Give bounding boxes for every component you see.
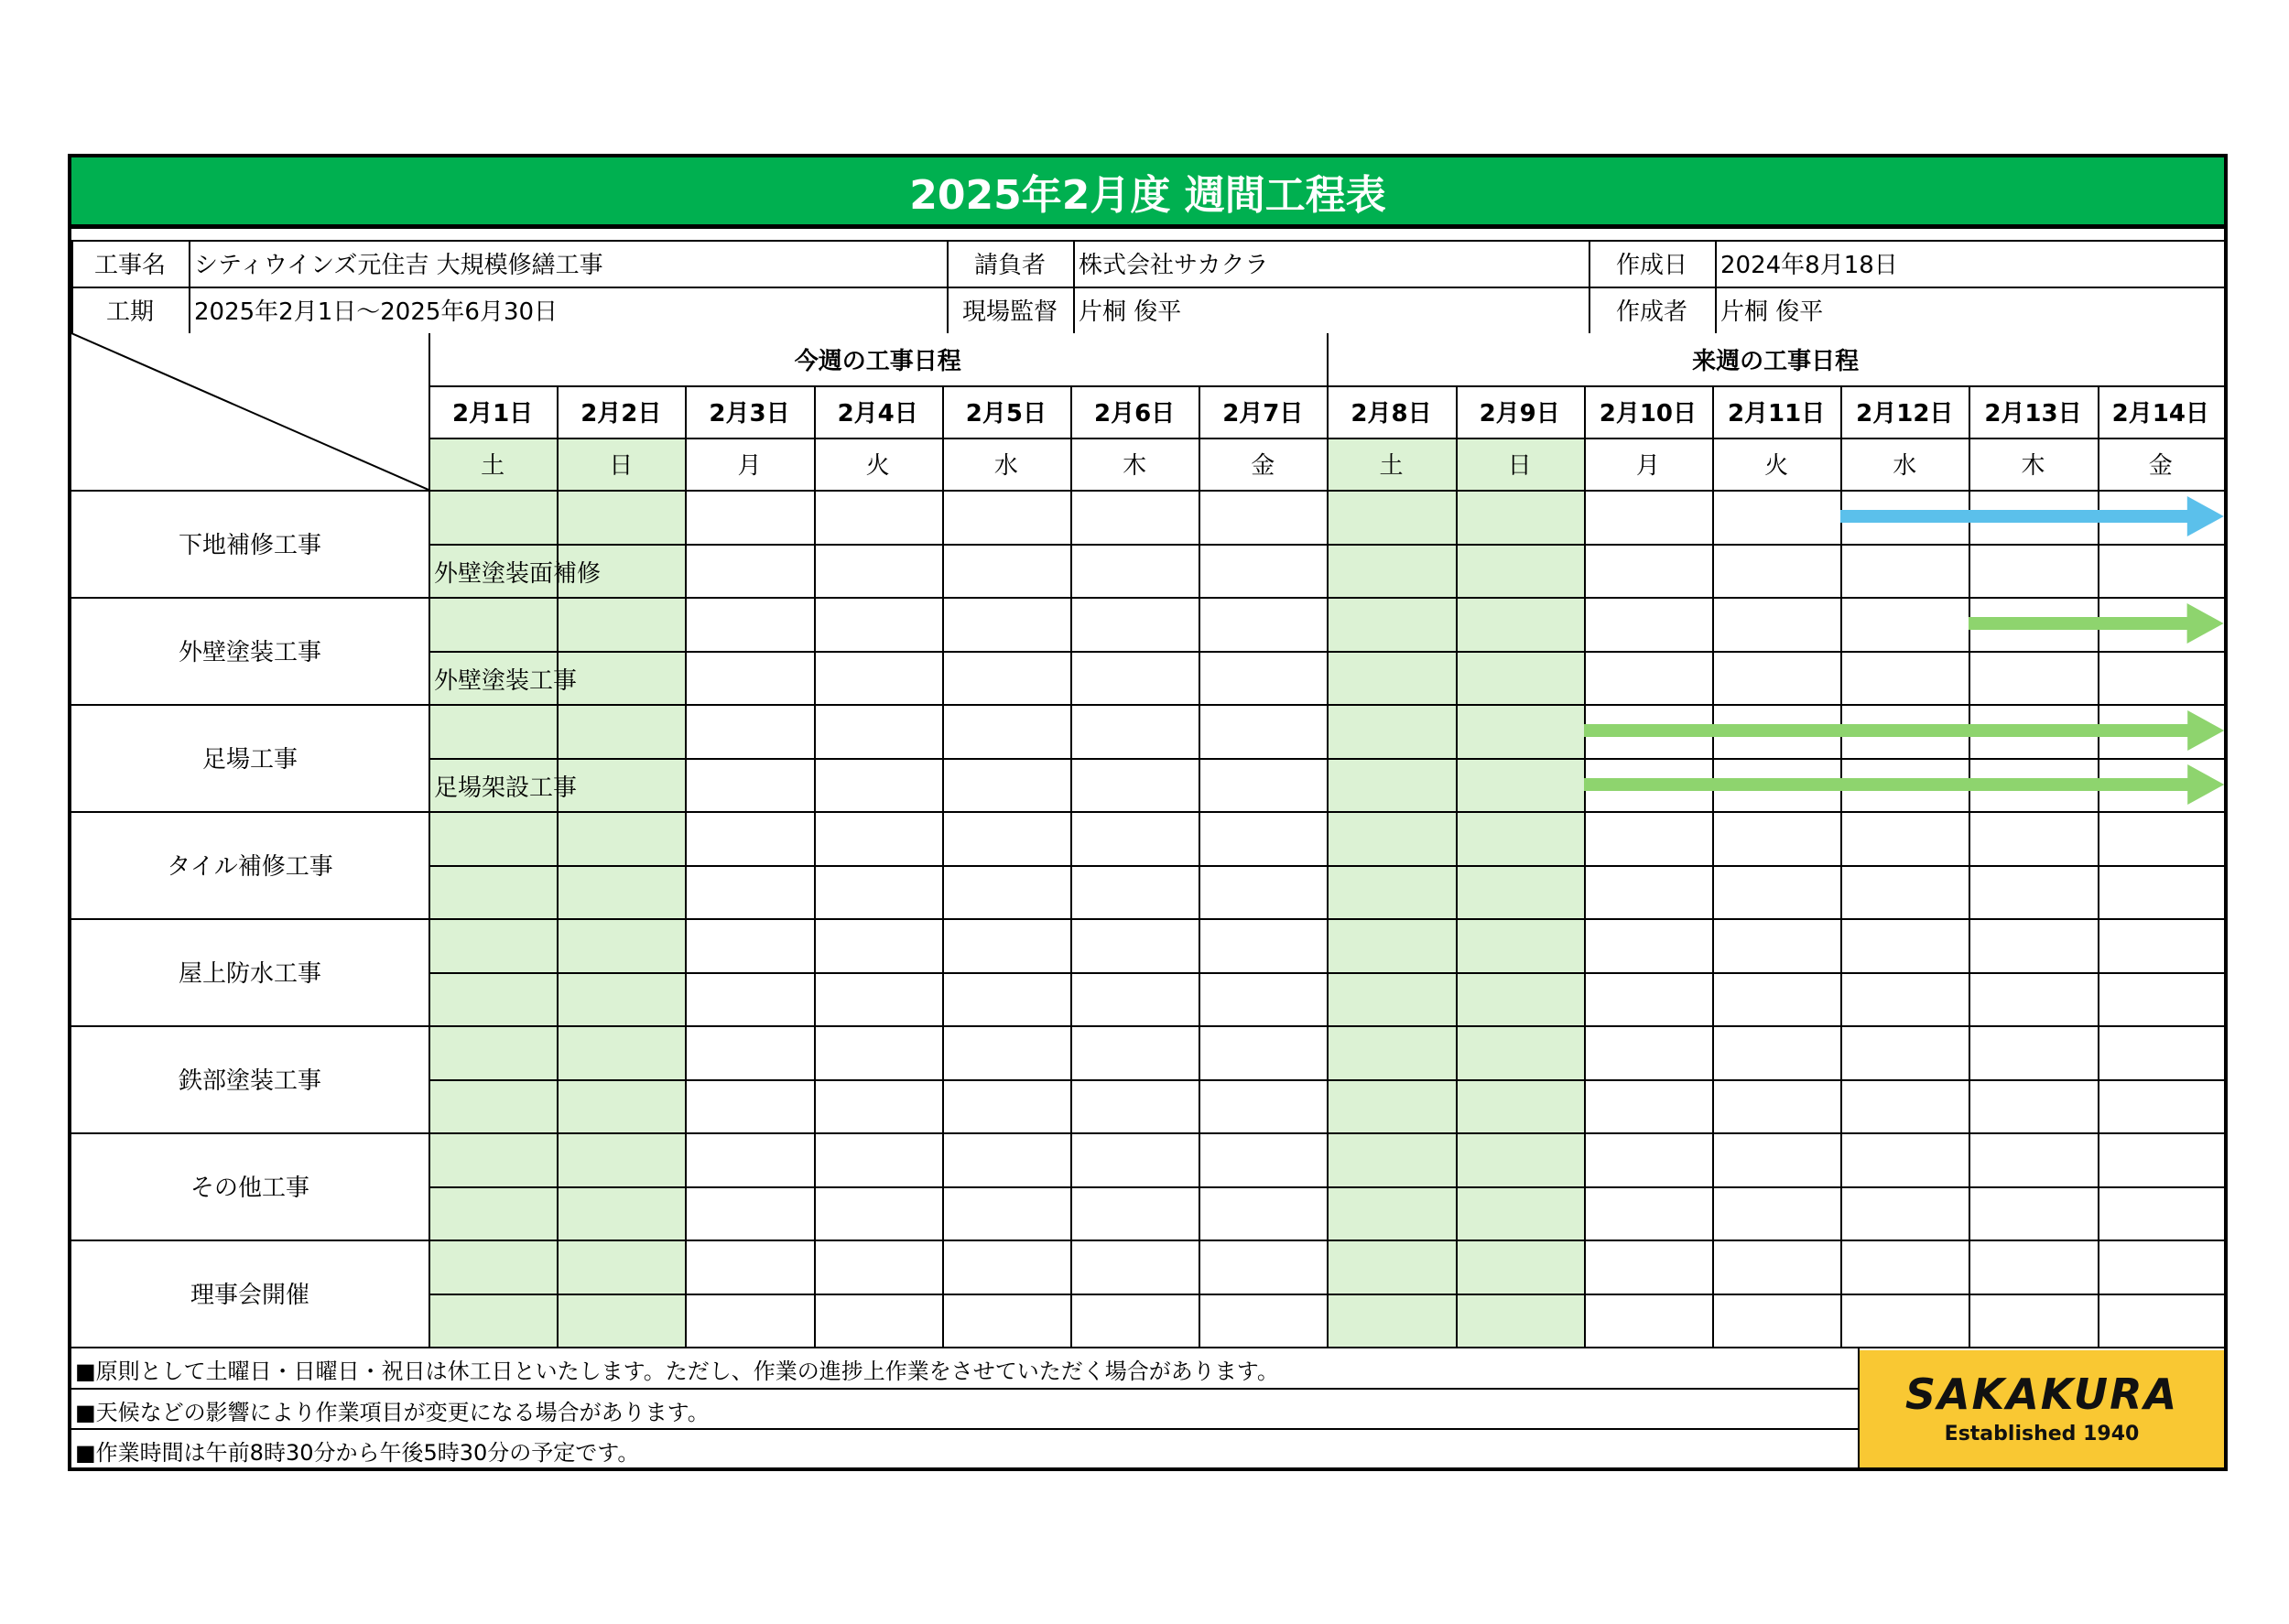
logo-tagline: Established 1940 — [1944, 1422, 2140, 1445]
info-author-label: 作成者 — [1615, 298, 1687, 326]
task-label: 足場架設工事 — [434, 774, 578, 802]
info-author-value: 片桐 俊平 — [1720, 298, 1824, 326]
day-date: 2月11日 — [1727, 400, 1826, 428]
day-date: 2月10日 — [1599, 400, 1698, 428]
day-date: 2月3日 — [709, 400, 790, 428]
this-week-header: 今週の工事日程 — [794, 348, 961, 375]
sub-row-line — [429, 865, 2224, 867]
task-label: 外壁塗装面補修 — [434, 560, 602, 588]
next-week-header: 来週の工事日程 — [1692, 348, 1860, 375]
info-client-value: 株式会社サカクラ — [1079, 252, 1269, 279]
category-label: 足場工事 — [201, 746, 298, 774]
category-label: 屋上防水工事 — [178, 960, 321, 988]
day-date: 2月9日 — [1479, 400, 1560, 428]
info-supervisor-value: 片桐 俊平 — [1079, 298, 1182, 326]
weekend-column — [1327, 438, 1455, 1347]
category-line — [71, 1347, 2224, 1348]
day-date: 2月14日 — [2111, 400, 2209, 428]
sub-row-line — [429, 758, 2224, 760]
day-weekday: 金 — [1251, 452, 1275, 480]
day-weekday: 木 — [1123, 452, 1147, 480]
sub-row-line — [429, 1186, 2224, 1188]
day-weekday: 火 — [1764, 452, 1789, 480]
day-date: 2月4日 — [837, 400, 918, 428]
schedule-bar-arrow — [1969, 603, 2224, 644]
day-date: 2月12日 — [1856, 400, 1954, 428]
day-weekday: 土 — [1379, 452, 1404, 480]
day-weekday: 金 — [2148, 452, 2173, 480]
day-weekday: 月 — [737, 452, 762, 480]
day-weekday: 月 — [1635, 452, 1660, 480]
note-line: ■作業時間は午前8時30分から午後5時30分の予定です。 — [75, 1440, 640, 1466]
day-weekday: 水 — [993, 452, 1018, 480]
info-project-value: シティウインズ元住吉 大規模修繕工事 — [194, 252, 603, 279]
day-date: 2月2日 — [580, 400, 662, 428]
info-top-line — [71, 227, 2224, 229]
schedule-bar-shape — [1584, 710, 2224, 751]
day-weekday: 日 — [1507, 452, 1532, 480]
sub-row-line — [429, 1294, 2224, 1295]
company-logo — [1860, 1350, 2224, 1467]
info-divider — [2224, 240, 2226, 333]
info-client-label: 請負者 — [973, 252, 1046, 279]
page-title: 2025年2月度 週間工程表 — [71, 157, 2224, 227]
day-weekday: 木 — [2021, 452, 2045, 480]
schedule-bar-shape — [1969, 603, 2224, 644]
label-divider — [429, 333, 430, 1347]
info-period-label: 工期 — [105, 298, 154, 326]
day-date: 2月7日 — [1222, 400, 1304, 428]
logo-name: SAKAKURA — [1904, 1369, 2179, 1419]
category-label: タイル補修工事 — [167, 853, 333, 881]
note-line: ■原則として土曜日・日曜日・祝日は休工日といたします。ただし、作業の進捗上作業をさせていただく場合があります。 — [75, 1359, 1279, 1384]
day-date: 2月8日 — [1351, 400, 1432, 428]
sub-row-line — [429, 972, 2224, 974]
logo-divider — [1858, 1347, 1860, 1467]
note-divider — [71, 1388, 1860, 1390]
day-divider — [1327, 333, 1329, 1347]
category-label: 下地補修工事 — [178, 532, 321, 559]
schedule-bar-arrow — [1840, 496, 2224, 536]
day-date: 2月1日 — [452, 400, 534, 428]
category-label: その他工事 — [190, 1175, 309, 1202]
day-weekday: 水 — [1893, 452, 1917, 480]
day-weekday: 土 — [481, 452, 505, 480]
info-period-value: 2025年2月1日～2025年6月30日 — [194, 298, 559, 326]
category-label: 鉄部塗装工事 — [178, 1067, 321, 1095]
note-divider — [71, 1428, 1860, 1430]
day-weekday: 日 — [609, 452, 634, 480]
note-line: ■天候などの影響により作業項目が変更になる場合があります。 — [75, 1399, 710, 1425]
task-label: 外壁塗装工事 — [434, 667, 578, 695]
info-project-label: 工事名 — [93, 252, 166, 279]
sub-row-line — [429, 1079, 2224, 1081]
schedule-bar-shape — [1584, 764, 2224, 805]
schedule-bar-arrow — [1584, 710, 2224, 751]
weekend-column — [1456, 438, 1584, 1347]
category-label: 理事会開催 — [190, 1282, 309, 1309]
day-date: 2月5日 — [965, 400, 1047, 428]
info-created-value: 2024年8月18日 — [1720, 252, 1898, 279]
info-supervisor-label: 現場監督 — [961, 298, 1058, 326]
schedule-bar-arrow — [1584, 764, 2224, 805]
sub-row-line — [429, 544, 2224, 546]
day-date: 2月6日 — [1094, 400, 1176, 428]
schedule-bar-shape — [1840, 496, 2224, 536]
day-weekday: 火 — [865, 452, 890, 480]
category-label: 外壁塗装工事 — [178, 639, 321, 666]
info-created-label: 作成日 — [1615, 252, 1687, 279]
corner-diagonal — [71, 333, 429, 490]
day-date: 2月13日 — [1984, 400, 2082, 428]
sub-row-line — [429, 651, 2224, 653]
